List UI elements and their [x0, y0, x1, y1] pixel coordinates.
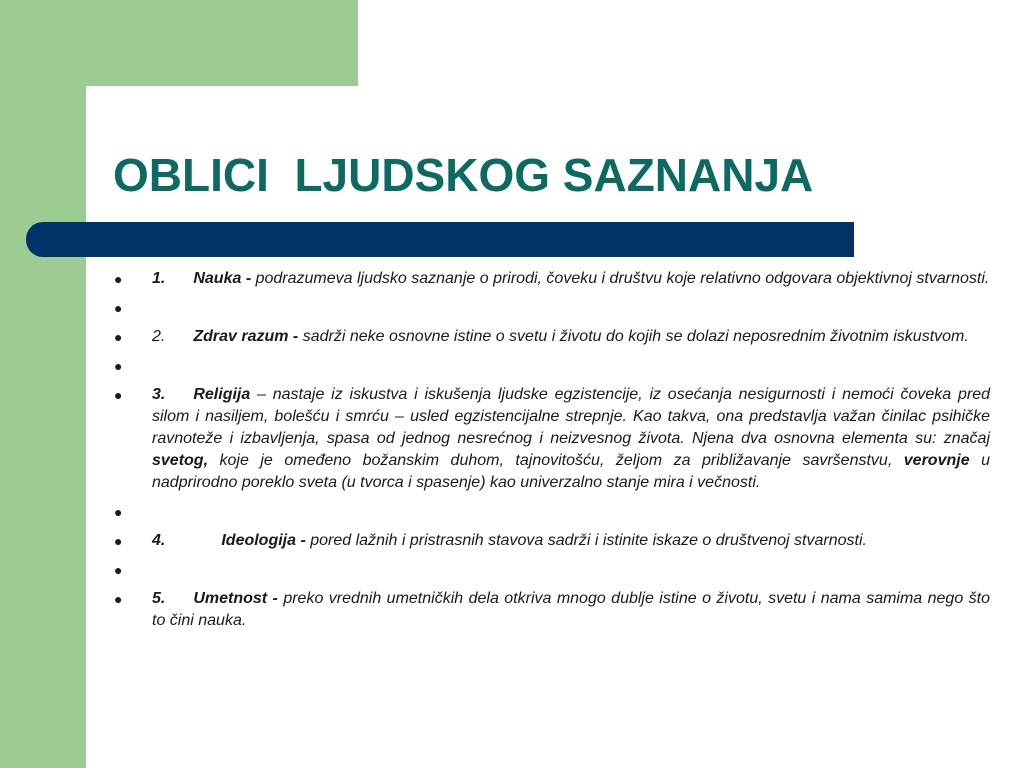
item-label: Nauka -: [193, 270, 252, 287]
item-text-part-a: – nastaje iz iskustva i iskušenja ljudske egzistencije, iz osećanja nesigurnosti i nemoći čoveka pred silom i nasiljem, bolešću i smrću – usled egzistencijalne strepnje. Kao takva, ona predstavlja važan činilac psihičke ravnoteže i izbavljenja, spasa od jednog nesrećnog i neizvesnog života. Njena dva osnovna elementa su: značaj: [152, 386, 990, 447]
item-number: 2.: [152, 328, 166, 345]
item-number: 1.: [152, 270, 166, 287]
item-text: pored lažnih i pristrasnih stavova sadrži i istinite iskaze o društvenoj stvarnosti.: [305, 532, 867, 549]
list-item-empty: [112, 501, 990, 523]
bullet-icon: ●: [114, 271, 123, 287]
left-green-strip: [0, 0, 86, 768]
item-label: Religija: [193, 386, 251, 403]
item-text: podrazumeva ljudsko saznanje o prirodi, čoveku i društvu koje relativno odgovara objektivnoj stvarnosti.: [251, 270, 990, 287]
bullet-icon: ●: [114, 533, 123, 549]
item-text-part-c: u nadprirodno poreklo sveta (u tvorca i spasenje) kao univerzalno stanje mira i večnosti.: [152, 452, 990, 491]
title-underline-bar: [26, 222, 854, 257]
list-item-empty: [112, 297, 990, 319]
slide-content: [112, 268, 990, 639]
bullet-icon: ●: [114, 329, 123, 345]
list-item-ideologija: [112, 530, 990, 552]
item-number: 4.: [152, 532, 166, 549]
item-label: Zdrav razum -: [193, 328, 299, 345]
item-text: preko vrednih umetničkih dela otkriva mnogo dublje istine o životu, svetu i nama samima nego što to čini nauka.: [152, 590, 990, 629]
list-item-nauka: [112, 268, 990, 290]
top-green-block: [0, 0, 358, 86]
list-item-umetnost: [112, 588, 990, 632]
bullet-icon: ●: [114, 591, 123, 607]
item-text-part-b: koje je omeđeno božanskim duhom, tajnovitošću, željom za približavanje savršenstvu,: [208, 452, 904, 469]
item-emphasis-verovnje: verovnje: [903, 452, 970, 469]
bullet-icon: ●: [114, 300, 123, 316]
item-number: 3.: [152, 386, 166, 403]
item-number: 5.: [152, 590, 166, 607]
bullet-icon: ●: [114, 504, 123, 520]
item-label: Umetnost -: [193, 590, 278, 607]
list-item-religija: [112, 384, 990, 494]
item-label: Ideologija -: [221, 532, 306, 549]
list-item-zdrav-razum: [112, 326, 990, 348]
bullet-icon: ●: [114, 562, 123, 578]
item-text: sadrži neke osnovne istine o svetu i životu do kojih se dolazi neposrednim životnim iskustvom.: [298, 328, 969, 345]
bullet-icon: ●: [114, 358, 123, 374]
list-item-empty: [112, 559, 990, 581]
slide-title: OBLICI LJUDSKOG SAZNANJA: [113, 149, 814, 201]
bullet-icon: ●: [114, 387, 123, 403]
item-emphasis-svetog: svetog,: [152, 452, 209, 469]
list-item-empty: [112, 355, 990, 377]
